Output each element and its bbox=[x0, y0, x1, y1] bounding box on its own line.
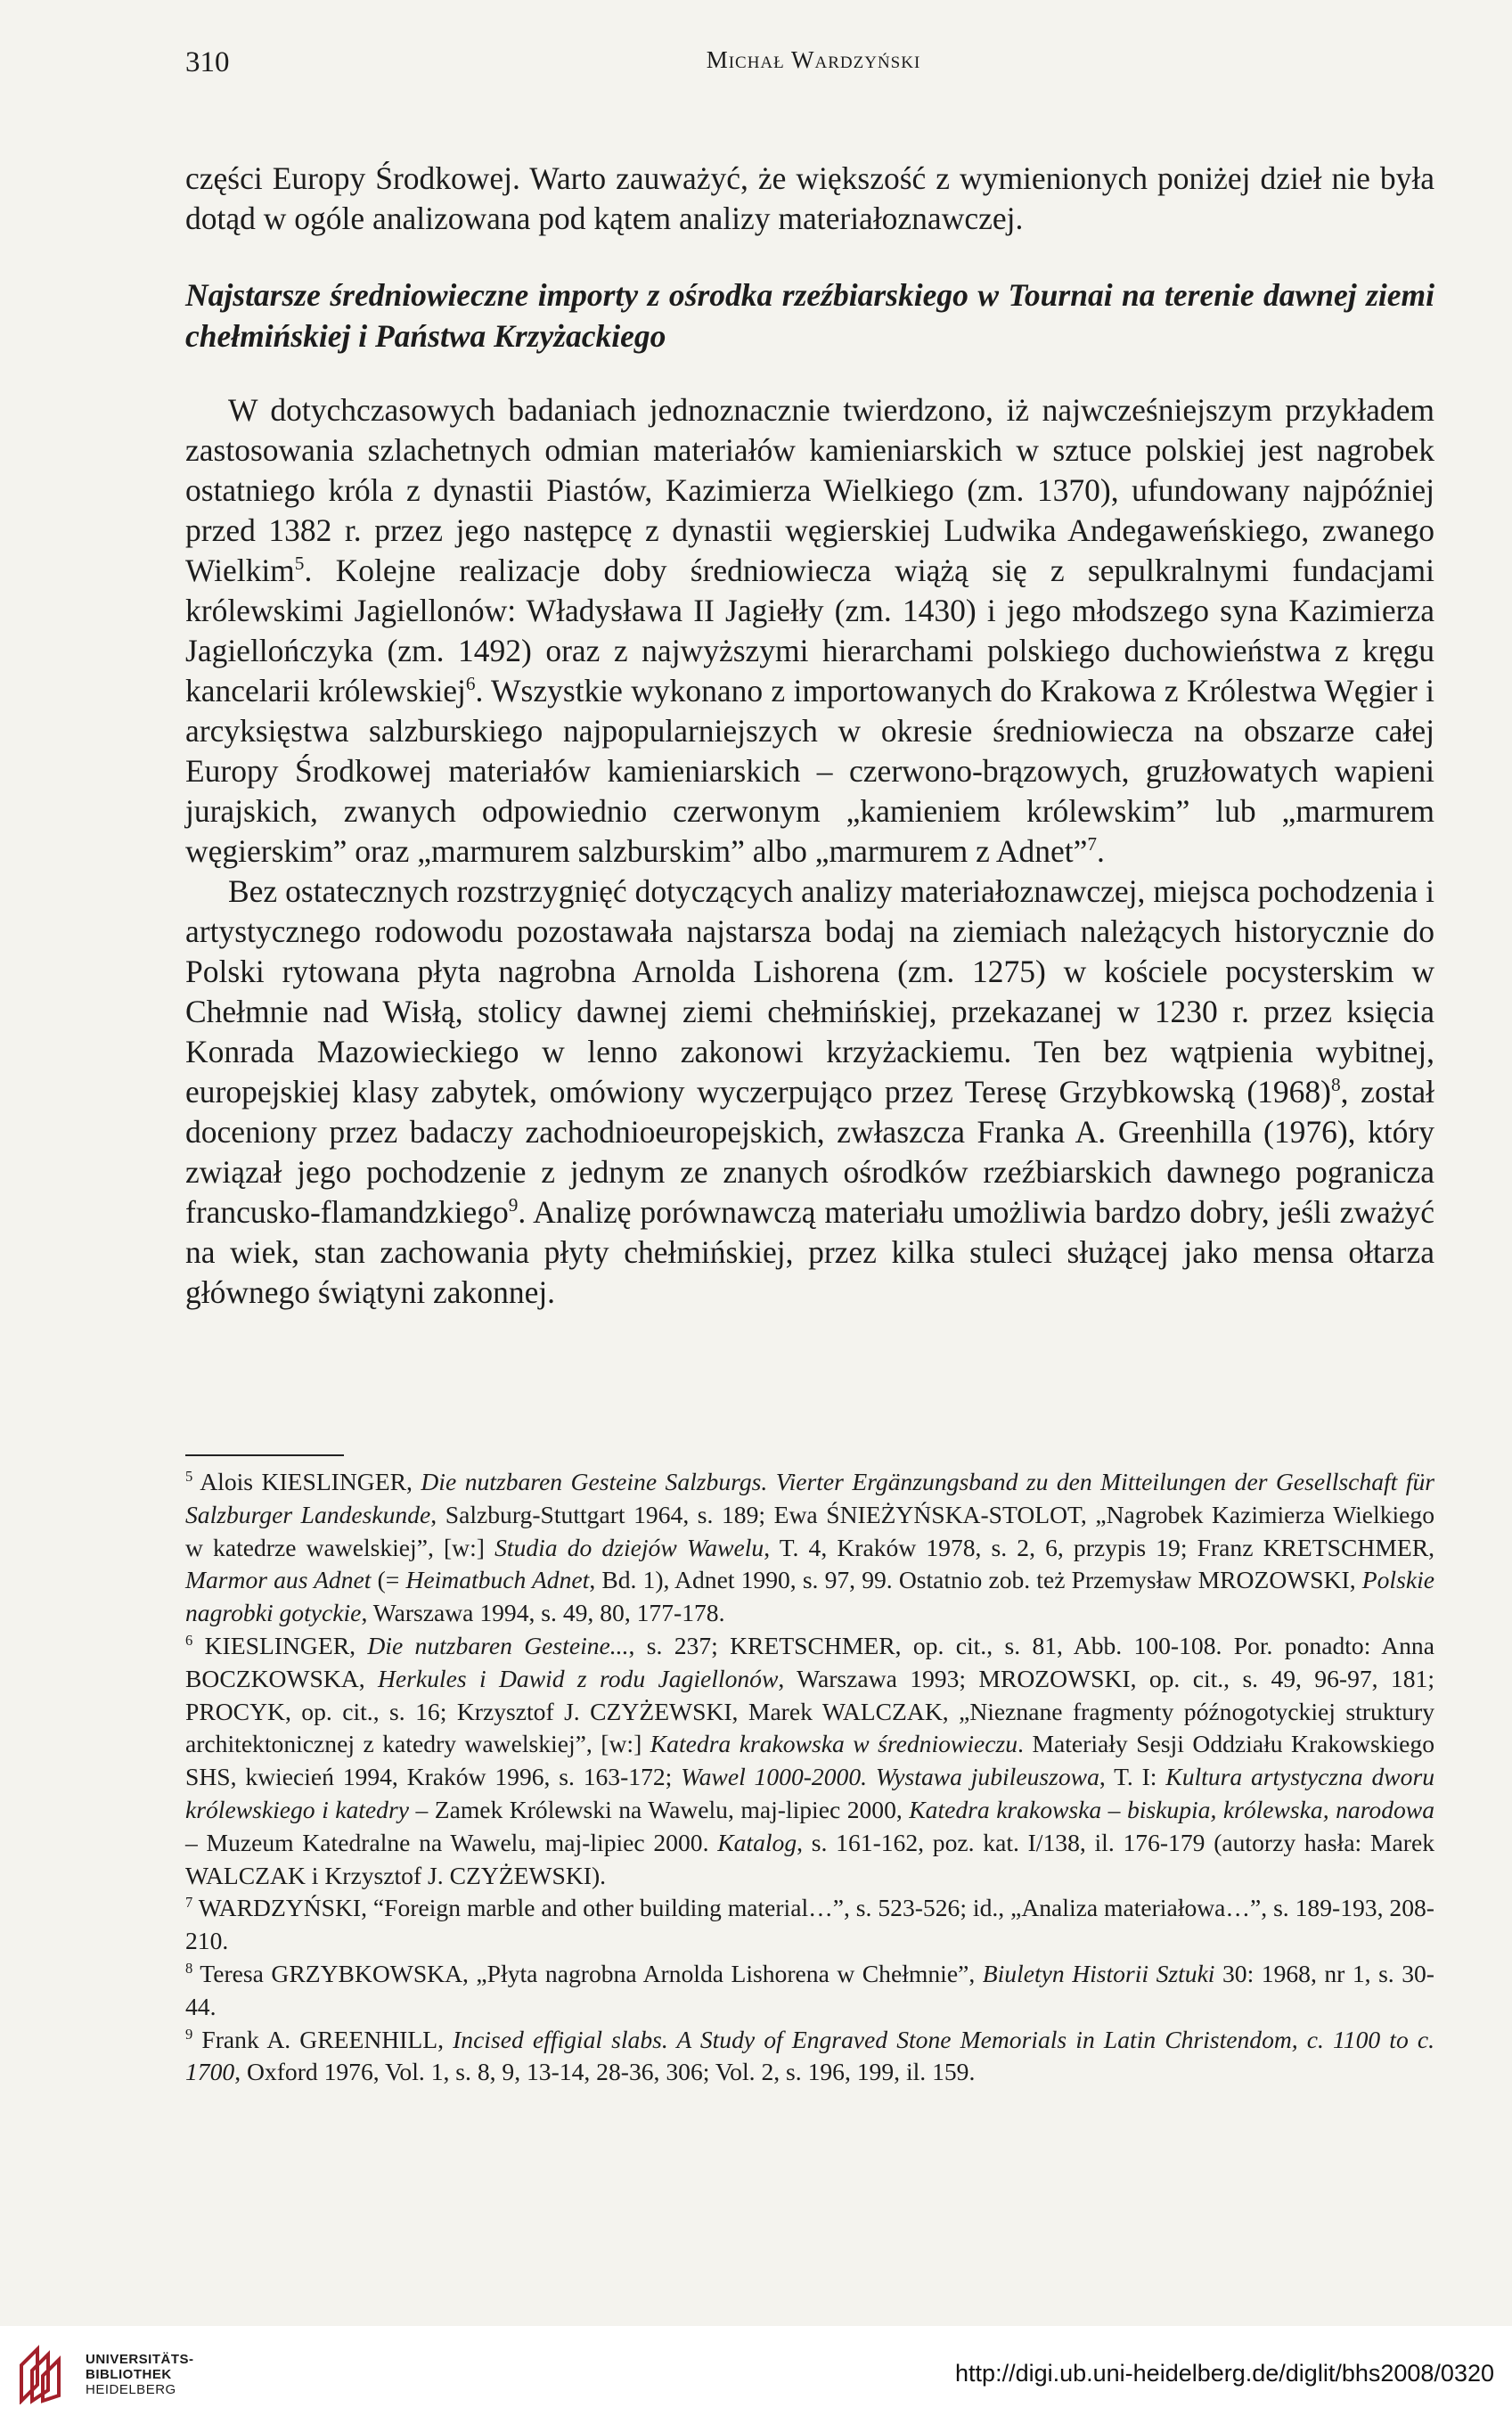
paragraph: części Europy Środkowej. Warto zauważyć, że większość z wymienionych poniżej dzieł nie była dotąd w ogóle analizowana pod kątem analizy materiałoznawczej. bbox=[185, 160, 1434, 236]
footnote-6: $^6$ KIESLINGER, Die nutzbaren Gesteine..., s. 237; KRETSCHMER, op. cit., s. 81, Abb. 100-108. Por. ponadto: Anna BOCZKOWSKA, Herkules i Dawid z rodu Jagiellonów, Warszawa 1993; MROZOWSKI, op. cit., s. 49, 96-97, 181; PROCYK, op. cit., s. 16; Krzysztof J. CZYŻEWSKI, Marek WALCZAK, „Nieznane fragmenty późnogotyckiej struktury architektonicznej z katedry wawelskiej”, [w:] Katedra krakowska w średniowieczu. Materiały Sesji Oddziału Krakowskiego SHS, kwiecień 1994, Kraków 1996, s. 163-172; Wawel 1000-2000. Wystawa jubileuszowa, T. I: Kultura artystyczna dworu królewskiego i katedry – Zamek Królewski na Wawelu, maj-lipiec 2000, Katedra krakowska – biskupia, królewska, narodowa – Muzeum Katedralne na Wawelu, maj-lipiec 2000. Katalog, s. 161-162, poz. kat. I/138, il. 176-179 (autorzy hasła: Marek WALCZAK i Krzysztof J. CZYŻEWSKI). bbox=[185, 1631, 1435, 1889]
library-logo-graphic bbox=[14, 2344, 73, 2404]
running-head: Michał Wardzyński bbox=[706, 46, 921, 73]
source-url-link[interactable]: http://digi.ub.uni-heidelberg.de/diglit/bhs2008/0320 bbox=[955, 2360, 1494, 2387]
footnote-number: 5 bbox=[185, 1467, 193, 1485]
library-logo-icon[interactable] bbox=[14, 2344, 73, 2404]
footnote-number: 6 bbox=[185, 1631, 193, 1649]
paragraph: Bez ostatecznych rozstrzygnięć dotyczących analizy materiałoznawczej, miejsca pochodzenia i artystycznego rodowodu pozostawała najstarsza bodaj na ziemiach należących historycznie do Polski rytowana płyta nagrobna Arnolda Lishorena (zm. 1275) w kościele pocysterskim w Chełmnie nad Wisłą, stolicy dawnej ziemi chełmińskiej, przekazanej w 1230 r. przez księcia Konrada Mazowieckiego w lenno zakonowi krzyżackiemu. Ten bez wątpienia wybitnej, europejskiej klasy zabytek, omówiony wyczerpująco przez Teresę Grzybkowską $(1968)^8$, został doceniony przez badaczy zachodnioeuropejskich, zwłaszcza Franka A. Greenhilla (1976), który związał jego pochodzenie z jednym ze znanych ośrodków rzeźbiarskich dawnego pogranicza francusko-flamandzkiego$^9$. Analizę porównawczą materiału umożliwia bardzo dobry, jeśli zważyć na wiek, stan zachowania płyty chełmińskiej, przez kilka stuleci służącej jako mensa ołtarza głównego świątyni zakonnej. bbox=[185, 873, 1434, 1310]
footnote-7: $^7$ WARDZYŃSKI, “Foreign marble and other building material…”, s. 523-526; id., „Analiza materiałowa…”, s. 189-193, 208-210. bbox=[185, 1894, 1434, 1955]
footnote-divider bbox=[185, 1454, 344, 1456]
section-heading: Najstarsze średniowieczne importy z ośrodka rzeźbiarskiego w Tournai na terenie dawnej ziemi chełmińskiej i Państwa Krzyżackiego bbox=[185, 277, 1434, 354]
footnote-number: 8 bbox=[185, 1959, 193, 1977]
paragraph: W dotychczasowych badaniach jednoznacznie twierdzono, iż najwcześniejszym przykładem zastosowania szlachetnych odmian materiałów kamieniarskich w sztuce polskiej jest nagrobek ostatniego króla z dynastii Piastów, Kazimierza Wielkiego (zm. 1370), ufundowany najpóźniej przed 1382 r. przez jego następcę z dynastii węgierskiej Ludwika Andegaweńskiego, zwanego Wielkim$^5$. Kolejne realizacje doby średniowiecza wiążą się z sepulkralnymi fundacjami królewskimi Jagiellonów: Władysława II Jagiełły (zm. 1430) i jego młodszego syna Kazimierza Jagiellończyka (zm. 1492) oraz z najwyższymi hierarchami polskiego duchowieństwa z kręgu kancelarii królewskiej$^6$. Wszystkie wykonano z importowanych do Krakowa z Królestwa Węgier i arcyksięstwa salzburskiego najpopularniejszych w okresie średniowiecza na obszarze całej Europy Środkowej materiałów kamieniarskich – czerwono-brązowych, gruzłowatych wapieni jurajskich, zwanych odpowiednio czerwonym „kamieniem królewskim” lub „marmurem węgierskim” oraz „marmurem salzburskim” albo „marmurem z Adnet”$^7$. bbox=[185, 392, 1434, 869]
footnote-ref[interactable]: 8 bbox=[1331, 1074, 1341, 1096]
footnote-number: 7 bbox=[185, 1894, 193, 1912]
footnote-8: $^8$ Teresa GRZYBKOWSKA, „Płyta nagrobna Arnolda Lishorena w Chełmnie”, Biuletyn Historii Sztuki 30: 1968, nr 1, s. 30-44. bbox=[185, 1959, 1434, 2020]
digitization-footer bbox=[0, 2326, 1512, 2424]
page-header bbox=[185, 46, 1442, 86]
footnote-ref[interactable]: 5 bbox=[294, 553, 305, 575]
page-number: 310 bbox=[185, 46, 230, 78]
footnote-number: 9 bbox=[185, 2025, 193, 2043]
footnote-ref[interactable]: 9 bbox=[508, 1194, 519, 1216]
footnote-9: $^9$ Frank A. GREENHILL, Incised effigial slabs. A Study of Engraved Stone Memorials in Latin Christendom, c. 1100 to c. 1700, Oxford 1976, Vol. 1, s. 8, 9, 13-14, 28-36, 306; Vol. 2, s. 196, 199, il. 159. bbox=[185, 2025, 1435, 2086]
footnote-ref[interactable]: 7 bbox=[1087, 833, 1097, 856]
footnotes bbox=[185, 1466, 1434, 2089]
library-logo-text: UNIVERSITÄTS- BIBLIOTHEK HEIDELBERG bbox=[86, 2352, 194, 2397]
body-text bbox=[185, 159, 1434, 1313]
footnote-5: $^5$ Alois KIESLINGER, Die nutzbaren Gesteine Salzburgs. Vierter Ergänzungsband zu den Mitteilungen der Gesellschaft für Salzburger Landeskunde, Salzburg-Stuttgart 1964, s. 189; Ewa ŚNIEŻYŃSKA-STOLOT, „Nagrobek Kazimierza Wielkiego w katedrze wawelskiej”, [w:] Studia do dziejów Wawelu, T. 4, Kraków 1978, s. 2, 6, przypis 19; Franz KRETSCHMER, Marmor aus Adnet (= Heimatbuch Adnet, Bd. 1), Adnet 1990, s. 97, 99. Ostatnio zob. też Przemysław MROZOWSKI, Polskie nagrobki gotyckie, Warszawa 1994, s. 49, 80, 177-178. bbox=[185, 1467, 1435, 1627]
footnote-ref[interactable]: 6 bbox=[465, 673, 476, 695]
